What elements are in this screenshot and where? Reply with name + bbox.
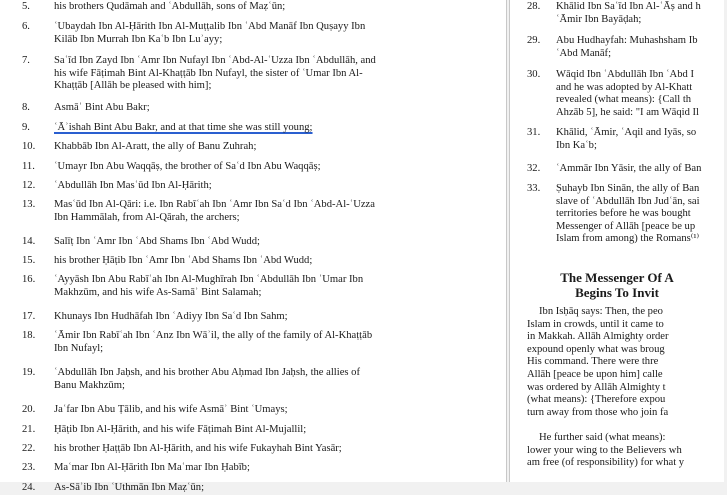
list-item-text: Abu Hudhayfah: Muhashsham Ib ʿAbd Manāf; [556,35,698,59]
list-item-text: ʿUbaydah Ibn Al-Ḥārith Ibn Al-Muṭṭalib Ibn ʿAbd Manāf Ibn Quṣayy Ibn Kilāb Ibn Murrah Ibn Kaʿb Ibn Luʾayy; [54,21,366,45]
list-item [22,367,492,392]
list-item-text: As-Sāʾib Ibn ʿUthmān Ibn Maẓʿūn; [54,482,205,493]
right-page [509,0,724,482]
list-item-text: Ḥāṭib Ibn Al-Ḥārith, and his wife Fāṭimah Bint Al-Mujallil; [54,424,307,435]
list-item-number: 5. [22,1,30,12]
list-item-text: Wāqid Ibn ʿAbdullāh Ibn ʿAbd I and he was adopted by Al-Khatt revealed (what means): {Call th Ahzāb 5], he said: "I am Wāqid Il [556,69,699,118]
list-item [527,183,727,246]
list-item-number: 23. [22,462,36,473]
list-item-number: 33. [527,183,541,194]
list-item-number: 8. [22,102,30,113]
list-item-text: Maʿmar Ibn Al-Ḥārith Ibn Maʿmar Ibn Ḥabīb; [54,462,250,473]
list-item-text: his brother Ḥāṭib Ibn ʿAmr Ibn ʿAbd Shams Ibn ʿAbd Wudd; [54,255,313,266]
list-item [22,311,492,324]
list-item-number: 18. [22,330,36,341]
list-item [22,122,492,135]
list-item-text: ʿAyyāsh Ibn Abu Rabīʿah Ibn Al-Mughīrah Ibn ʿAbdullāh Ibn ʿUmar Ibn Makhzūm, and his wife As-Samāʾ Bint Salamah; [54,274,364,298]
paragraph-1: Ibn Isḥāq says: Then, the peo Islam in crowds, until it came to in Makkah. Allāh Almighty order expound openly what was broug His command. There were thre Allāh [peace be upon him] calle was ordered by Allāh Almighty t (what means): {Therefore expou turn away from those who join fa [527,306,669,418]
list-item [22,55,492,93]
list-item-text: Khabbāb Ibn Al-Aratt, the ally of Banu Zuhrah; [54,141,257,152]
list-item [22,443,492,456]
list-item [22,255,492,268]
list-item [22,199,492,224]
list-item-number: 16. [22,274,36,285]
list-item-number: 10. [22,141,36,152]
list-item-text: Masʿūd Ibn Al-Qāri: i.e. Ibn Rabīʿah Ibn ʿAmr Ibn Saʿd Ibn ʿAbd-Al-ʿUzza Ibn Hammālah, from Al-Qārah, the archers; [54,199,375,223]
paragraph-2: He further said (what means): lower your wing to the Believers wh am free (of responsibility) for what y [527,432,685,469]
list-item-number: 20. [22,404,36,415]
list-item [22,274,492,299]
list-item-number: 9. [22,122,30,133]
list-item-number: 6. [22,21,30,32]
list-item-text: Khālid, ʿĀmir, ʿAqil and Iyās, so Ibn Kaʿb; [556,127,697,151]
list-item-number: 7. [22,55,30,66]
list-item-number: 22. [22,443,36,454]
list-item-number: 12. [22,180,36,191]
list-item-number: 24. [22,482,36,493]
list-item [22,1,492,14]
list-item [22,102,492,115]
list-item [22,236,492,249]
list-item-number: 30. [527,69,541,80]
list-item-text: Khālid Ibn Saʿīd Ibn Al-ʿĀṣ and h ʿĀmir Ibn Bayāḍah; [556,1,701,25]
list-item-text: Ṣuhayb Ibn Sinān, the ally of Ban slave of ʿAbdullāh Ibn Judʿān, sai territories before he was bought Messenger of Allāh [peace be up Islam from among) the Romans⁽¹⁾ [556,183,700,245]
list-item-number: 21. [22,424,36,435]
list-item-text: Jaʿfar Ibn Abu Ṭālib, and his wife Asmāʾ Bint ʿUmays; [54,404,288,415]
list-item [22,482,492,495]
list-item [527,35,727,60]
list-item-text: ʿAmmār Ibn Yāsir, the ally of Ban [556,163,702,174]
list-item-number: 17. [22,311,36,322]
list-item-text: Asmāʾ Bint Abu Bakr; [54,102,150,113]
list-item-number: 19. [22,367,36,378]
list-item-number: 31. [527,127,541,138]
list-item-number: 15. [22,255,36,266]
list-item-text: Khunays Ibn Hudhāfah Ibn ʿAdiyy Ibn Saʿd Ibn Sahm; [54,311,288,322]
list-item-number: 28. [527,1,541,12]
list-item [22,141,492,154]
list-item-text: ʿUmayr Ibn Abu Waqqāṣ, the brother of Saʿd Ibn Abu Waqqāṣ; [54,161,321,172]
list-item [22,462,492,475]
list-item [22,180,492,193]
list-item [527,1,727,26]
list-item [22,424,492,437]
underlined-list-item-text: ʿĀʾishah Bint Abu Bakr, and at that time she was still young; [54,122,313,133]
list-item [22,330,492,355]
list-item-text: ʿAbdullāh Ibn Masʿūd Ibn Al-Ḥārith; [54,180,212,191]
list-item-text: ʿĀmir Ibn Rabīʿah Ibn ʿAnz Ibn Wāʾil, the ally of the family of Al-Khaṭṭāb Ibn Nufayl; [54,330,373,354]
list-item [527,69,727,119]
list-item-text: Salīṭ Ibn ʿAmr Ibn ʿAbd Shams Ibn ʿAbd Wudd; [54,236,260,247]
list-item-text: his brothers Qudāmah and ʿAbdullāh, sons of Maẓʿūn; [54,1,286,12]
list-item-number: 11. [22,161,35,172]
list-item [527,127,727,152]
list-item-number: 14. [22,236,36,247]
list-item-number: 32. [527,163,541,174]
list-item [527,163,727,176]
section-title: The Messenger Of A Begins To Invit [560,270,674,300]
list-item [22,161,492,174]
list-item [22,404,492,417]
list-item-number: 13. [22,199,36,210]
list-item-number: 29. [527,35,541,46]
list-item [22,21,492,46]
list-item-text: his brother Ḥaṭṭāb Ibn Al-Ḥārith, and his wife Fukayhah Bint Yasār; [54,443,342,454]
list-item-text: ʿAbdullāh Ibn Jaḥsh, and his brother Abu Aḥmad Ibn Jaḥsh, the allies of Banu Makhzūm; [54,367,360,391]
list-item-text: Saʿīd Ibn Zayd Ibn ʿAmr Ibn Nufayl Ibn ʿAbd-Al-ʿUzza Ibn ʿAbdullāh, and his wife Fāṭimah Bint Al-Khaṭṭāb Ibn Nufayl, the sister of ʿUmar Ibn Al- Khaṭṭāb [Allāh be pleased with him]; [54,55,376,92]
